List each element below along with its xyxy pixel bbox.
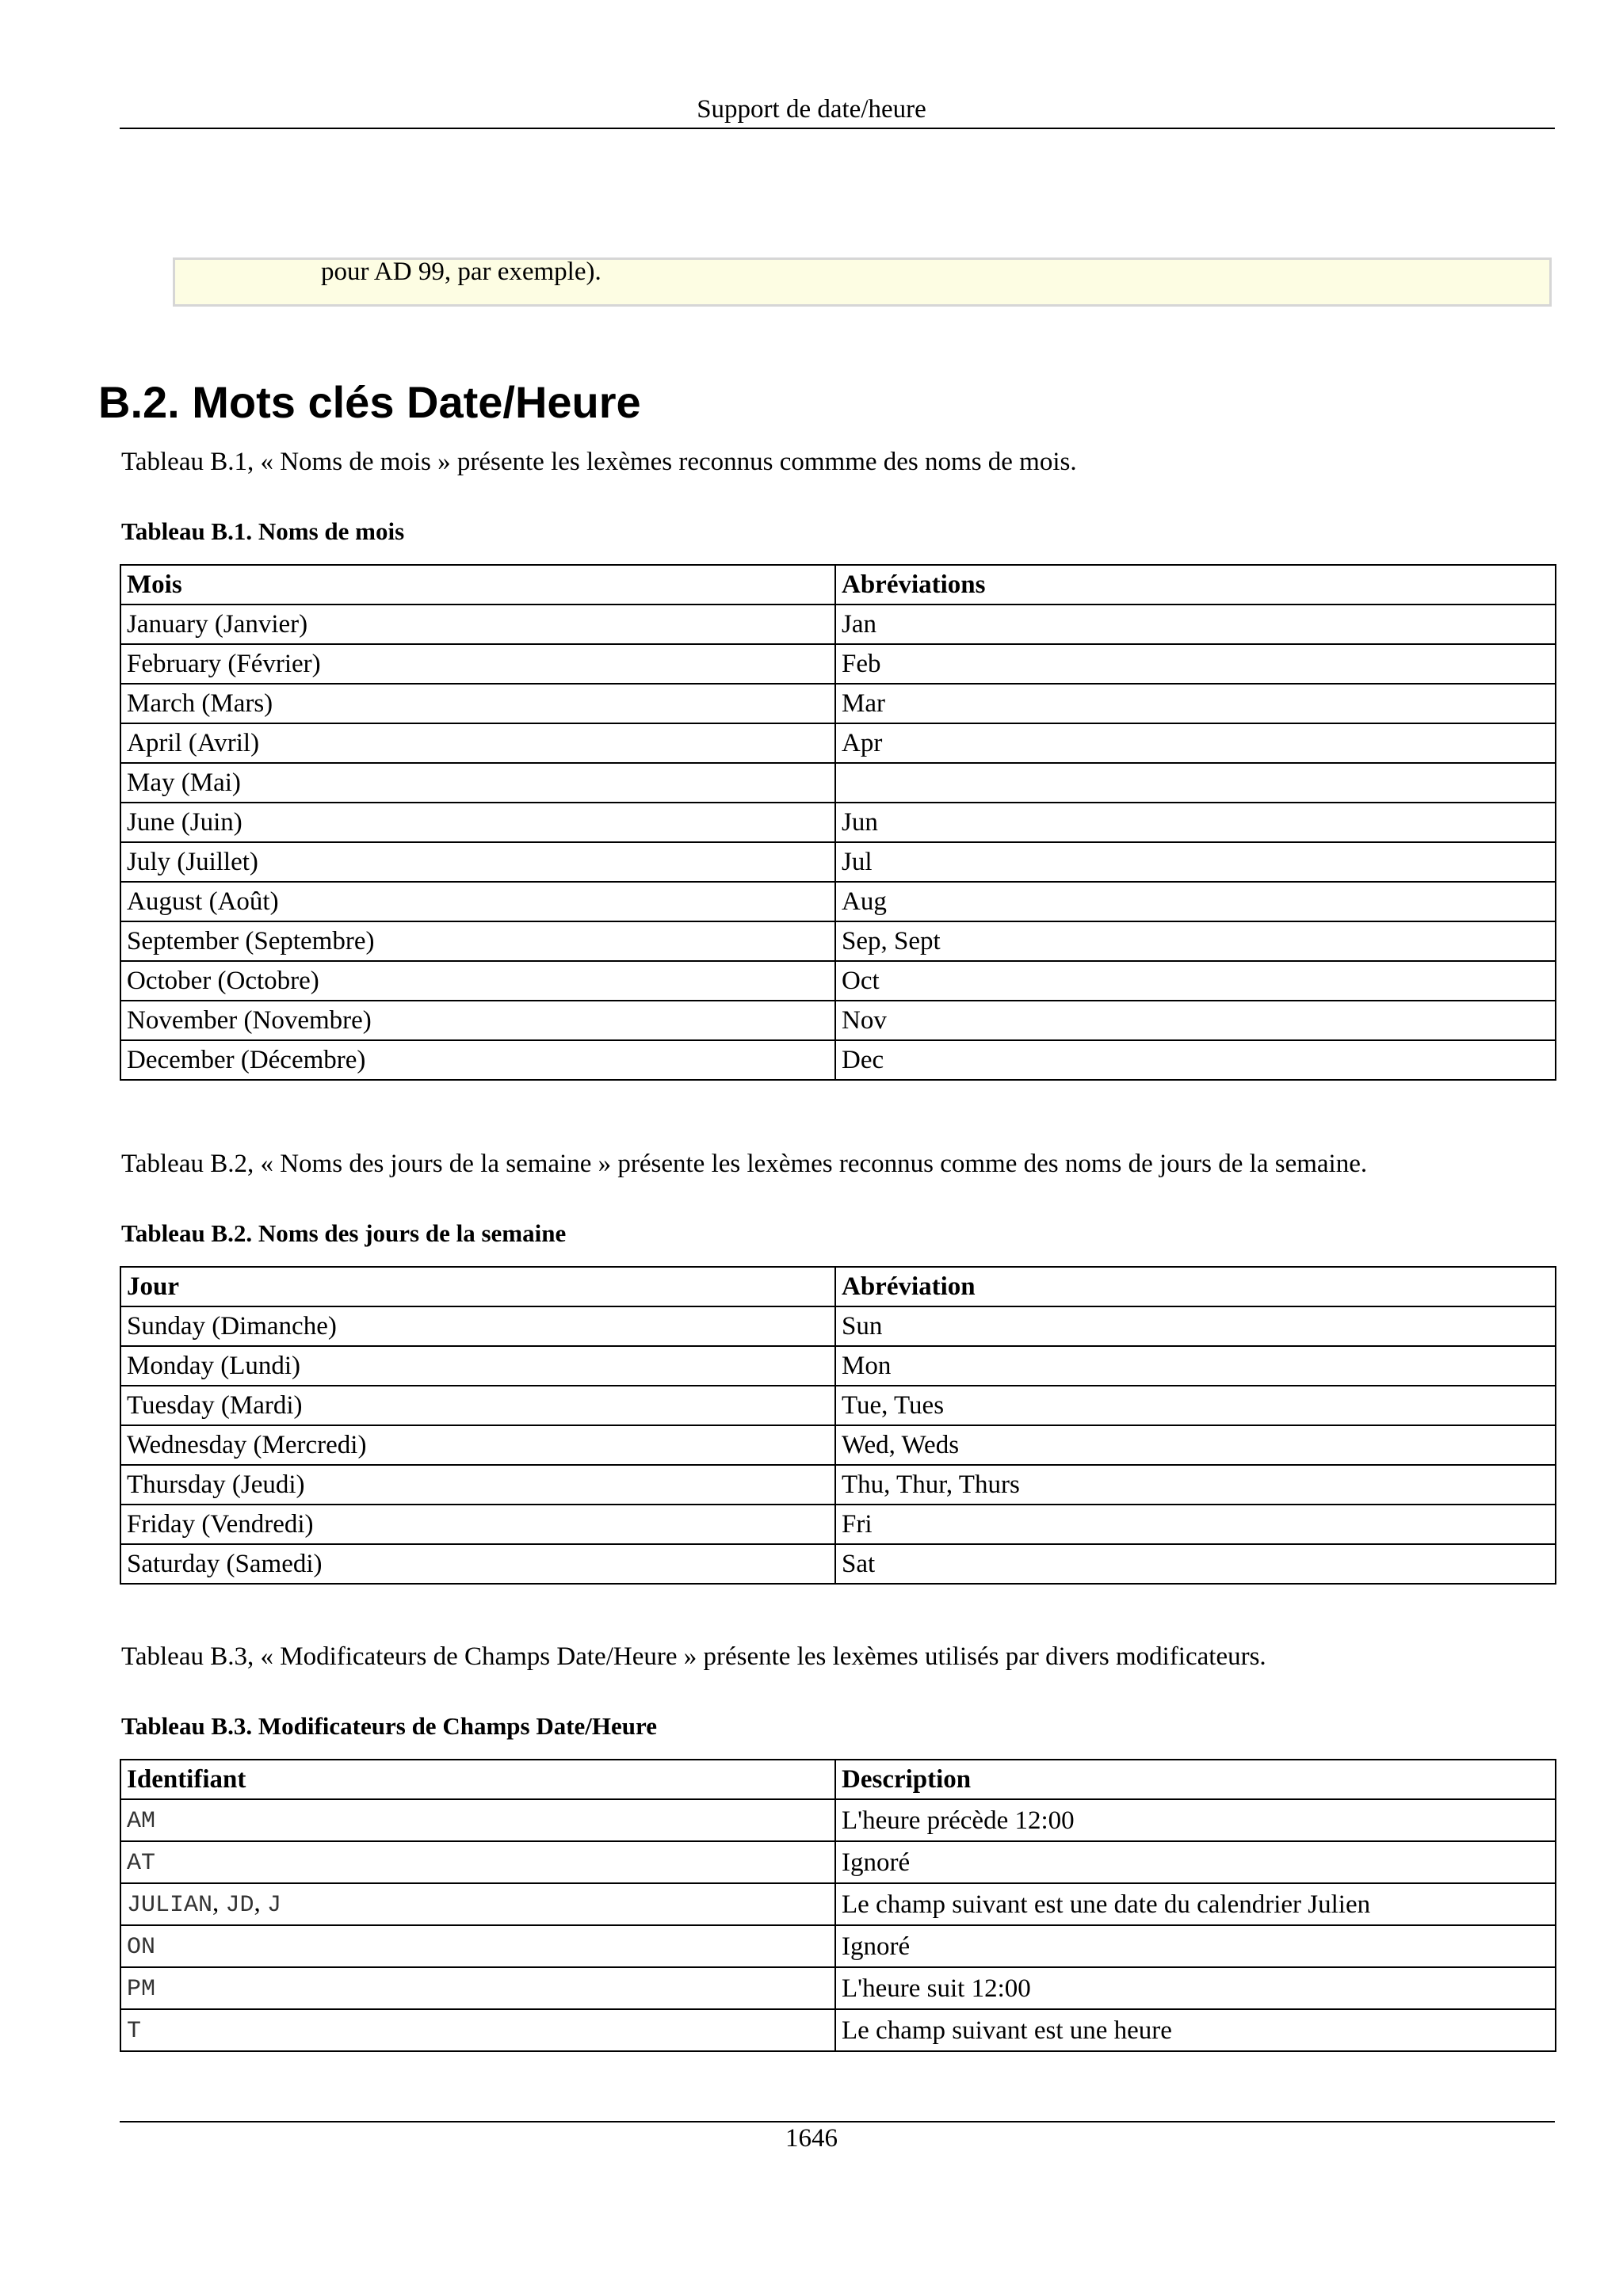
table-cell-name: August (Août)	[120, 882, 835, 921]
table-cell-description: L'heure précède 12:00	[835, 1799, 1556, 1841]
table-row	[120, 723, 1556, 763]
table-row	[120, 644, 1556, 684]
table-cell-abbreviation: Jan	[835, 605, 1556, 644]
table-row	[120, 1967, 1556, 2009]
table-cell-abbreviation: Dec	[835, 1040, 1556, 1080]
table-cell-abbreviation: Aug	[835, 882, 1556, 921]
table-row	[120, 1799, 1556, 1841]
table-cell-name: Sunday (Dimanche)	[120, 1306, 835, 1346]
table-cell-name: September (Septembre)	[120, 921, 835, 961]
table-cell-name: December (Décembre)	[120, 1040, 835, 1080]
table-row	[120, 1306, 1556, 1346]
table-caption-modifiers: Tableau B.3. Modificateurs de Champs Date/Heure	[121, 1712, 657, 1740]
table-row	[120, 1544, 1556, 1584]
table-cell-abbreviation: Feb	[835, 644, 1556, 684]
identifier-code: AM	[127, 1808, 156, 1835]
table-cell-name: October (Octobre)	[120, 961, 835, 1001]
table-row	[120, 605, 1556, 644]
table-cell-abbreviation: Oct	[835, 961, 1556, 1001]
identifier-code: ON	[127, 1934, 156, 1961]
column-header-jour: Jour	[120, 1267, 835, 1306]
table-cell-identifier: JULIAN, JD, J	[120, 1883, 835, 1925]
table-row	[120, 763, 1556, 803]
table-row	[120, 921, 1556, 961]
table-row	[120, 1040, 1556, 1080]
table-row	[120, 1346, 1556, 1386]
table-cell-abbreviation: Wed, Weds	[835, 1425, 1556, 1465]
table-cell-description: L'heure suit 12:00	[835, 1967, 1556, 2009]
table-cell-description: Le champ suivant est une date du calendrier Julien	[835, 1883, 1556, 1925]
column-header-mois: Mois	[120, 565, 835, 605]
table-cell-abbreviation: Apr	[835, 723, 1556, 763]
table-cell-name: June (Juin)	[120, 803, 835, 842]
table-cell-abbreviation: Sun	[835, 1306, 1556, 1346]
table-cell-abbreviation: Thu, Thur, Thurs	[835, 1465, 1556, 1505]
section-title: B.2. Mots clés Date/Heure	[98, 377, 641, 427]
table-cell-name: April (Avril)	[120, 723, 835, 763]
identifier-code: JD	[225, 1892, 254, 1919]
identifier-code: T	[127, 2018, 142, 2045]
table-header-row	[120, 1760, 1556, 1799]
table-cell-name: Thursday (Jeudi)	[120, 1465, 835, 1505]
table-header-row	[120, 1267, 1556, 1306]
table-row	[120, 803, 1556, 842]
table-cell-identifier	[120, 1841, 835, 1883]
table-cell-abbreviation	[835, 763, 1556, 803]
table-cell-name: January (Janvier)	[120, 605, 835, 644]
table-caption-days: Tableau B.2. Noms des jours de la semaine	[121, 1219, 567, 1247]
table-cell-abbreviation: Nov	[835, 1001, 1556, 1040]
table-row	[120, 1465, 1556, 1505]
table-cell-description: Le champ suivant est une heure	[835, 2009, 1556, 2051]
table-row	[120, 1001, 1556, 1040]
table-cell-name: July (Juillet)	[120, 842, 835, 882]
table-cell-name: May (Mai)	[120, 763, 835, 803]
running-header: Support de date/heure	[697, 95, 926, 124]
table-cell-name: March (Mars)	[120, 684, 835, 723]
table-cell-abbreviation: Fri	[835, 1505, 1556, 1544]
table-cell-name: November (Novembre)	[120, 1001, 835, 1040]
table-row	[120, 1425, 1556, 1465]
intro-paragraph-days: Tableau B.2, « Noms des jours de la semaine » présente les lexèmes reconnus comme des noms de jours de la semaine.	[121, 1150, 1368, 1178]
modifiers-table	[120, 1759, 1556, 2052]
table-cell-description: Ignoré	[835, 1925, 1556, 1967]
column-header-identifiant: Identifiant	[120, 1760, 835, 1799]
identifier-code: AT	[127, 1850, 156, 1877]
table-cell-name: Friday (Vendredi)	[120, 1505, 835, 1544]
intro-paragraph-months: Tableau B.1, « Noms de mois » présente les lexèmes reconnus commme des noms de mois.	[121, 448, 1077, 476]
table-row	[120, 1386, 1556, 1425]
table-row	[120, 842, 1556, 882]
table-cell-identifier	[120, 1925, 835, 1967]
table-cell-abbreviation: Mon	[835, 1346, 1556, 1386]
table-cell-identifier	[120, 1799, 835, 1841]
identifier-code: PM	[127, 1976, 156, 2003]
days-table	[120, 1266, 1556, 1585]
table-row	[120, 2009, 1556, 2051]
identifier-code: JULIAN	[127, 1892, 213, 1919]
table-cell-abbreviation: Jul	[835, 842, 1556, 882]
table-row	[120, 961, 1556, 1001]
intro-paragraph-modifiers: Tableau B.3, « Modificateurs de Champs Date/Heure » présente les lexèmes utilisés par divers modificateurs.	[121, 1642, 1266, 1671]
table-cell-name: Tuesday (Mardi)	[120, 1386, 835, 1425]
table-cell-identifier	[120, 2009, 835, 2051]
table-row	[120, 1505, 1556, 1544]
table-cell-abbreviation: Mar	[835, 684, 1556, 723]
identifier-code: J	[267, 1892, 282, 1919]
table-cell-identifier	[120, 1967, 835, 2009]
header-divider	[120, 128, 1555, 129]
table-cell-description: Ignoré	[835, 1841, 1556, 1883]
column-header-description: Description	[835, 1760, 1556, 1799]
table-caption-months: Tableau B.1. Noms de mois	[121, 517, 405, 545]
table-cell-abbreviation: Sat	[835, 1544, 1556, 1584]
table-row	[120, 684, 1556, 723]
note-text: pour AD 99, par exemple).	[321, 257, 601, 286]
column-header-abreviations: Abréviations	[835, 565, 1556, 605]
table-cell-name: February (Février)	[120, 644, 835, 684]
table-row	[120, 1841, 1556, 1883]
table-cell-abbreviation: Jun	[835, 803, 1556, 842]
table-cell-name: Monday (Lundi)	[120, 1346, 835, 1386]
page-number: 1646	[785, 2124, 838, 2153]
table-row	[120, 1883, 1556, 1925]
table-row	[120, 1925, 1556, 1967]
table-cell-name: Wednesday (Mercredi)	[120, 1425, 835, 1465]
months-table	[120, 564, 1556, 1081]
column-header-abreviation: Abréviation	[835, 1267, 1556, 1306]
table-header-row	[120, 565, 1556, 605]
table-cell-abbreviation: Tue, Tues	[835, 1386, 1556, 1425]
table-cell-abbreviation: Sep, Sept	[835, 921, 1556, 961]
table-row	[120, 882, 1556, 921]
table-cell-name: Saturday (Samedi)	[120, 1544, 835, 1584]
